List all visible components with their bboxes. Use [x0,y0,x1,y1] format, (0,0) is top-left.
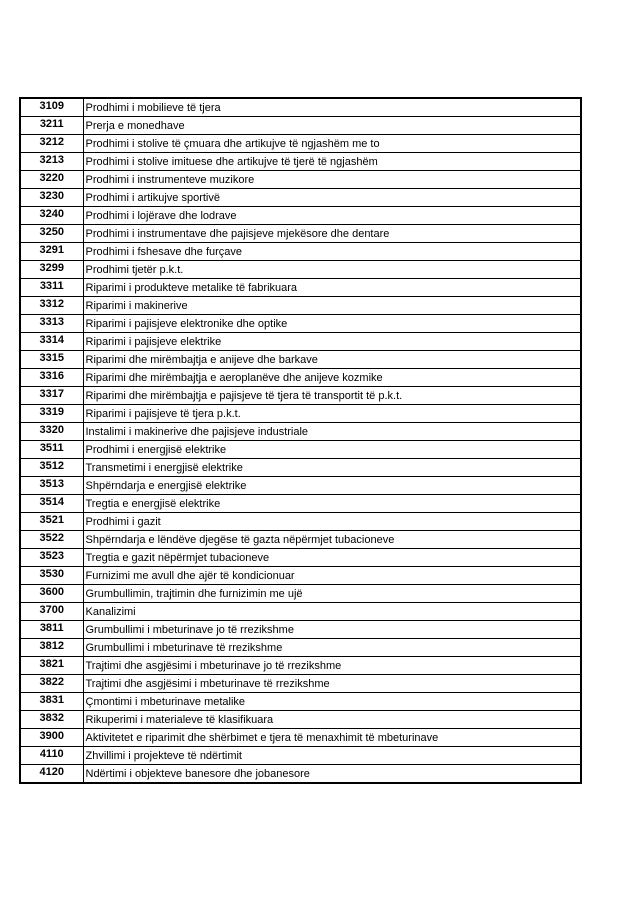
activity-code-cell: 3291 [20,243,83,261]
table-row [20,711,581,729]
activity-description-cell: Trajtimi dhe asgjësimi i mbeturinave jo të rrezikshme [83,657,581,675]
activity-code-cell: 3317 [20,387,83,405]
table-row [20,549,581,567]
table-row [20,477,581,495]
activity-description-cell: Riparimi dhe mirëmbajtja e pajisjeve të tjera të transportit të p.k.t. [83,387,581,405]
activity-code-cell: 3700 [20,603,83,621]
table-row [20,567,581,585]
activity-description-cell: Prodhimi i instrumenteve muzikore [83,171,581,189]
table-body [20,98,581,783]
activity-code-cell: 3319 [20,405,83,423]
table-row [20,531,581,549]
activity-description-cell: Riparimi i pajisjeve elektrike [83,333,581,351]
activity-description-cell: Riparimi dhe mirëmbajtja e aeroplanëve dhe anijeve kozmike [83,369,581,387]
table-row [20,585,581,603]
table-row [20,117,581,135]
activity-description-cell: Trajtimi dhe asgjësimi i mbeturinave të rrezikshme [83,675,581,693]
table-row [20,639,581,657]
table-row [20,513,581,531]
activity-code-cell: 3314 [20,333,83,351]
activity-description-cell: Prodhimi i gazit [83,513,581,531]
activity-description-cell: Prodhimi i stolive të çmuara dhe artikujve të ngjashëm me to [83,135,581,153]
table-row [20,171,581,189]
table-row [20,153,581,171]
table-row [20,369,581,387]
table-row [20,495,581,513]
activity-code-cell: 3812 [20,639,83,657]
activity-code-cell: 3240 [20,207,83,225]
table-row [20,261,581,279]
table-row [20,459,581,477]
table-row [20,279,581,297]
activity-description-cell: Shpërndarja e energjisë elektrike [83,477,581,495]
table-row [20,333,581,351]
activity-description-cell: Prerja e monedhave [83,117,581,135]
activity-description-cell: Furnizimi me avull dhe ajër të kondicionuar [83,567,581,585]
table-row [20,441,581,459]
activity-code-cell: 3313 [20,315,83,333]
table-row [20,387,581,405]
activity-description-cell: Riparimi dhe mirëmbajtja e anijeve dhe barkave [83,351,581,369]
activity-code-cell: 3530 [20,567,83,585]
activity-code-cell: 3521 [20,513,83,531]
activity-description-cell: Prodhimi i artikujve sportivë [83,189,581,207]
table-row [20,351,581,369]
activity-code-cell: 3109 [20,98,83,117]
table-row [20,405,581,423]
activity-code-cell: 3811 [20,621,83,639]
activity-description-cell: Prodhimi i energjisë elektrike [83,441,581,459]
table-row [20,675,581,693]
activity-code-cell: 3230 [20,189,83,207]
table-row [20,747,581,765]
activity-code-cell: 3821 [20,657,83,675]
activity-code-cell: 4120 [20,765,83,784]
activity-description-cell: Ndërtimi i objekteve banesore dhe jobanesore [83,765,581,784]
activity-description-cell: Riparimi i pajisjeve elektronike dhe optike [83,315,581,333]
table-row [20,135,581,153]
activity-code-cell: 3523 [20,549,83,567]
activity-code-cell: 3315 [20,351,83,369]
activity-description-cell: Rikuperimi i materialeve të klasifikuara [83,711,581,729]
activity-description-cell: Prodhimi i fshesave dhe furçave [83,243,581,261]
activity-code-cell: 3831 [20,693,83,711]
activity-description-cell: Kanalizimi [83,603,581,621]
activity-description-cell: Çmontimi i mbeturinave metalike [83,693,581,711]
table-row [20,621,581,639]
activity-code-cell: 3511 [20,441,83,459]
table-row [20,98,581,117]
activity-code-cell: 3522 [20,531,83,549]
activity-description-cell: Transmetimi i energjisë elektrike [83,459,581,477]
activity-code-cell: 3250 [20,225,83,243]
activity-code-cell: 3600 [20,585,83,603]
activity-description-cell: Tregtia e energjisë elektrike [83,495,581,513]
table-row [20,207,581,225]
activity-code-cell: 3320 [20,423,83,441]
activity-code-cell: 3512 [20,459,83,477]
table-row [20,189,581,207]
activity-code-cell: 3220 [20,171,83,189]
table-row [20,729,581,747]
table-row [20,315,581,333]
activity-description-cell: Grumbullimi i mbeturinave jo të rrezikshme [83,621,581,639]
activity-code-cell: 3213 [20,153,83,171]
activity-description-cell: Riparimi i produkteve metalike të fabrikuara [83,279,581,297]
activity-code-cell: 3316 [20,369,83,387]
activity-description-cell: Tregtia e gazit nëpërmjet tubacioneve [83,549,581,567]
activity-description-cell: Prodhimi i mobilieve të tjera [83,98,581,117]
activity-code-cell: 3900 [20,729,83,747]
activity-code-cell: 3513 [20,477,83,495]
activity-code-cell: 3311 [20,279,83,297]
activity-code-cell: 4110 [20,747,83,765]
activity-description-cell: Zhvillimi i projekteve të ndërtimit [83,747,581,765]
activity-code-cell: 3312 [20,297,83,315]
table-row [20,693,581,711]
table-row [20,603,581,621]
table-row [20,657,581,675]
activity-code-table [19,97,582,784]
activity-code-cell: 3212 [20,135,83,153]
activity-description-cell: Prodhimi i stolive imituese dhe artikujve të tjerë të ngjashëm [83,153,581,171]
activity-description-cell: Prodhimi i lojërave dhe lodrave [83,207,581,225]
table-row [20,765,581,784]
activity-code-cell: 3211 [20,117,83,135]
activity-code-cell: 3299 [20,261,83,279]
activity-description-cell: Riparimi i makinerive [83,297,581,315]
activity-code-cell: 3832 [20,711,83,729]
table-row [20,243,581,261]
activity-description-cell: Shpërndarja e lëndëve djegëse të gazta nëpërmjet tubacioneve [83,531,581,549]
activity-description-cell: Prodhimi i instrumentave dhe pajisjeve mjekësore dhe dentare [83,225,581,243]
table-row [20,297,581,315]
activity-description-cell: Grumbullimin, trajtimin dhe furnizimin me ujë [83,585,581,603]
activity-description-cell: Grumbullimi i mbeturinave të rrezikshme [83,639,581,657]
activity-description-cell: Instalimi i makinerive dhe pajisjeve industriale [83,423,581,441]
activity-code-cell: 3822 [20,675,83,693]
activity-description-cell: Prodhimi tjetër p.k.t. [83,261,581,279]
table-row [20,423,581,441]
table-row [20,225,581,243]
activity-code-cell: 3514 [20,495,83,513]
activity-description-cell: Riparimi i pajisjeve të tjera p.k.t. [83,405,581,423]
activity-description-cell: Aktivitetet e riparimit dhe shërbimet e tjera të menaxhimit të mbeturinave [83,729,581,747]
